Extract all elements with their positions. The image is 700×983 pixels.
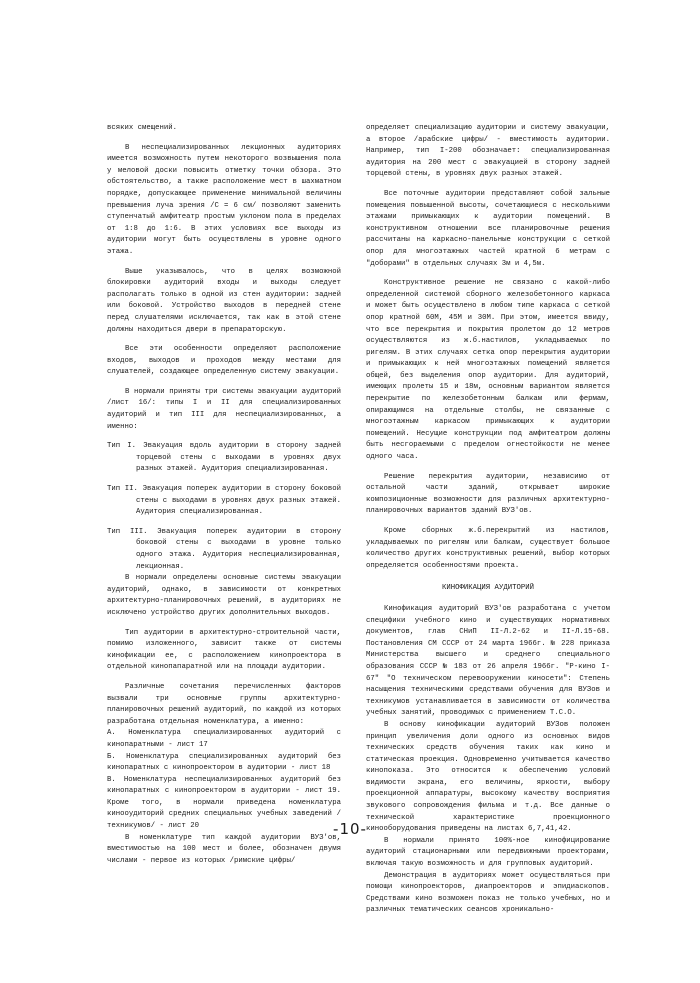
page-number: -10-: [333, 820, 367, 838]
paragraph: В номенклатуре тип каждой аудитории ВУЗ'ов, вместимостью на 100 мест и более, обозначен двумя числами - первое из которых /римские цифры/: [107, 833, 341, 865]
paragraph: Решение перекрытия аудитории, независимо от остальной части зданий, открывает широкие композиционные возможности для различных архитектурно-планировочных вариантов зданий ВУЗ'ов.: [366, 472, 610, 516]
paragraph: Выше указывалось, что в целях возможной блокировки аудиторий входы и выходы следует располагать только в одной из стен аудитории: задней или боковой. Устройство выходов в передней стене перед слушателями исключается, так как в этой стене должны находиться двери в препараторскую.: [107, 267, 341, 334]
evacuation-type-1: Тип I. Эвакуация вдоль аудитории в сторону задней торцевой стены с выходами в уровнях двух разных этажей. Аудитория специализированная.: [107, 442, 341, 474]
paragraph: Конструктивное решение не связано с какой-либо определенной системой сборного железобетонного каркаса и может быть осуществлено в любом типе каркаса с сеткой опор кратной 60М, 45М и 30М. При этом, имеется ввиду, что все перекрытия и покрытия пролетом до 12 метров осуществляются из ж.б.настилов, укладываемых по ригелям. В этих случаях сетка опор перекрытия аудитории и примыкающих к ней многоэтажных помещений является общей, без выделения опор аудитории. Для аудиторий, имеющих пролеты 15 и 18м, основным вариантом является перекрытие по железобетонным балкам или фермам, опирающимся на отдельные столбы, не связанные с многоэтажным каркасом примыкающих к аудитории помещений. Несущие конструкции под амфитеатром должны быть несгораемыми с пределом огнестойкости не менее одного часа.: [366, 279, 610, 462]
paragraph: В нормали приняты три системы эвакуации аудиторий /лист 16/: типы I и II для специализированных аудиторий и тип III для неспециализированных, а именно:: [107, 387, 341, 431]
paragraph: В нормали принято 100%-ное кинофицирование аудиторий стационарными или передвижными проекторами, включая такую возможность и для групповых аудиторий.: [366, 836, 610, 869]
paragraph: В нормали определены основные системы эвакуации аудиторий, однако, в зависимости от конкретных архитектурно-планировочных решений, в аудиториях не исключено устройство других дополнительных выходов.: [107, 574, 341, 617]
paragraph: В основу кинофикации аудиторий ВУЗов положен принцип увеличения доли одного из основных видов технических средств обучения таких как кино и статическая проекция. Одновременно учитывается качество кинопоказа. Это относится к обеспечению условий видимости экрана, его величины, яркости, выбору проекционной аппаратуры, высокому качеству восприятия звукового сопровождения фильма и т.д. Все данные о технической характеристике проекционного кинооборудования приведены на листах 6,7,41,42.: [366, 720, 610, 834]
paragraph: Все поточные аудитории представляют собой зальные помещения повышенной высоты, сочетающиеся с несколькими этажами примыкающих к аудитории помещений. В конструктивном отношении все планировочные решения рассчитаны на каркасно-панельные конструкции с сеткой опор для многоэтажных частей кратной 6 метрам с "доборами" в отдельных случаях 3м и 4,5м.: [366, 189, 610, 268]
paragraph: определяет специализацию аудитории и систему эвакуации, а второе /арабские цифры/ - вместимость аудитории. Например, тип I-200 обозначает: специализированная аудитория на 200 мест с эвакуацией в сторону задней торцевой стены, в уровнях двух разных этажей.: [366, 124, 610, 179]
paragraph: Все эти особенности определяют расположение входов, выходов и проходов между местами для слушателей, создающее определенную систему эвакуации.: [107, 345, 341, 377]
paragraph: Тип аудитории в архитектурно-строительной части, помимо изложенного, зависит также от системы кинофикации ее, с расположением кинопроектора в отдельной кинопапаратной или на площади аудитории.: [107, 628, 341, 672]
paragraph: Кроме сборных ж.б.перекрытий из настилов, укладываемых по ригелям или балкам, существует большое количество других конструктивных решений, выбор которых определяется особенностями проекта.: [366, 527, 610, 570]
paragraph: Кинофикация аудиторий ВУЗ'ов разработана с учетом специфики учебного кино и существующих нормативных документов, глав СНиП II-Л.2-62 и II-Л.15-68. Постановления СМ СССР от 24 марта 1966г. № 228 приказа Министерства высшего и среднего специального образования СССР № 183 от 26 апреля 1966г. "Р-кино I-67" "О техническом перевооружении киносети": Степень насыщения техническими средствами обучения для ВУЗов и техникумов устанавливается в зависимости от количества учебных занятий, проводимых с применением Т.С.О.: [366, 604, 610, 718]
paragraph: всяких смещений.: [107, 124, 178, 132]
paragraph: В неспециализированных лекционных аудиториях имеется возможность путем некоторого возвышения пола у меловой доски повысить отметку точки обзора. Это обстоятельство, а также расположение мест в шахматном порядке, допускающее применение минимальной величины превышения луча зрения /C = 6 см/ позволяют заменить ступенчатый амфитеатр простым уклоном пола в пределах от 1:8 до 1:6. В этих условиях все выходы из аудитории могут быть осуществлены в уровне одного этажа.: [107, 143, 341, 256]
section-heading: КИНОФИКАЦИЯ АУДИТОРИЙ: [442, 584, 534, 593]
paragraph: Различные сочетания перечисленных факторов вызвали три основные группы архитектурно-планировочных решений аудиторий, по каждой из которых разработана отдельная номенклатура, а именно:: [107, 682, 341, 726]
evacuation-type-2: Тип II. Эвакуация поперек аудитории в сторону боковой стены с выходами в уровнях двух разных этажей. Аудитория специализированная.: [107, 485, 341, 517]
paragraph: Демонстрация в аудиториях может осуществляться при помощи кинопроекторов, диапроекторов и эпидиаскопов. Средствами кино возможен показ не только учебных, но и различных тематических сеансов хроникально-: [366, 871, 610, 915]
nomenclature-v: В. Номенклатура неспециализированных аудиторий без кинопаратных с кинопроектором в аудитории - лист 19. Кроме того, в нормали приведена номенклатура кинооудиторий средних специальных учебных заведений /техникумов/ - лист 20: [107, 775, 341, 831]
nomenclature-a: А. Номенклатура специализированных аудиторий с кинопаратными - лист 17: [107, 729, 341, 749]
evacuation-type-3: Тип III. Эвакуация поперек аудитории в сторону боковой стены с выходами в уровне только одного этажа. Аудитория неспециализированная, лекционная.: [107, 527, 341, 571]
right-column: [366, 123, 610, 917]
left-column: [107, 123, 341, 867]
nomenclature-b: Б. Номенклатура специализированных аудиторий без кинопаратных с кинопроектором в аудитории - лист 18: [107, 752, 341, 773]
